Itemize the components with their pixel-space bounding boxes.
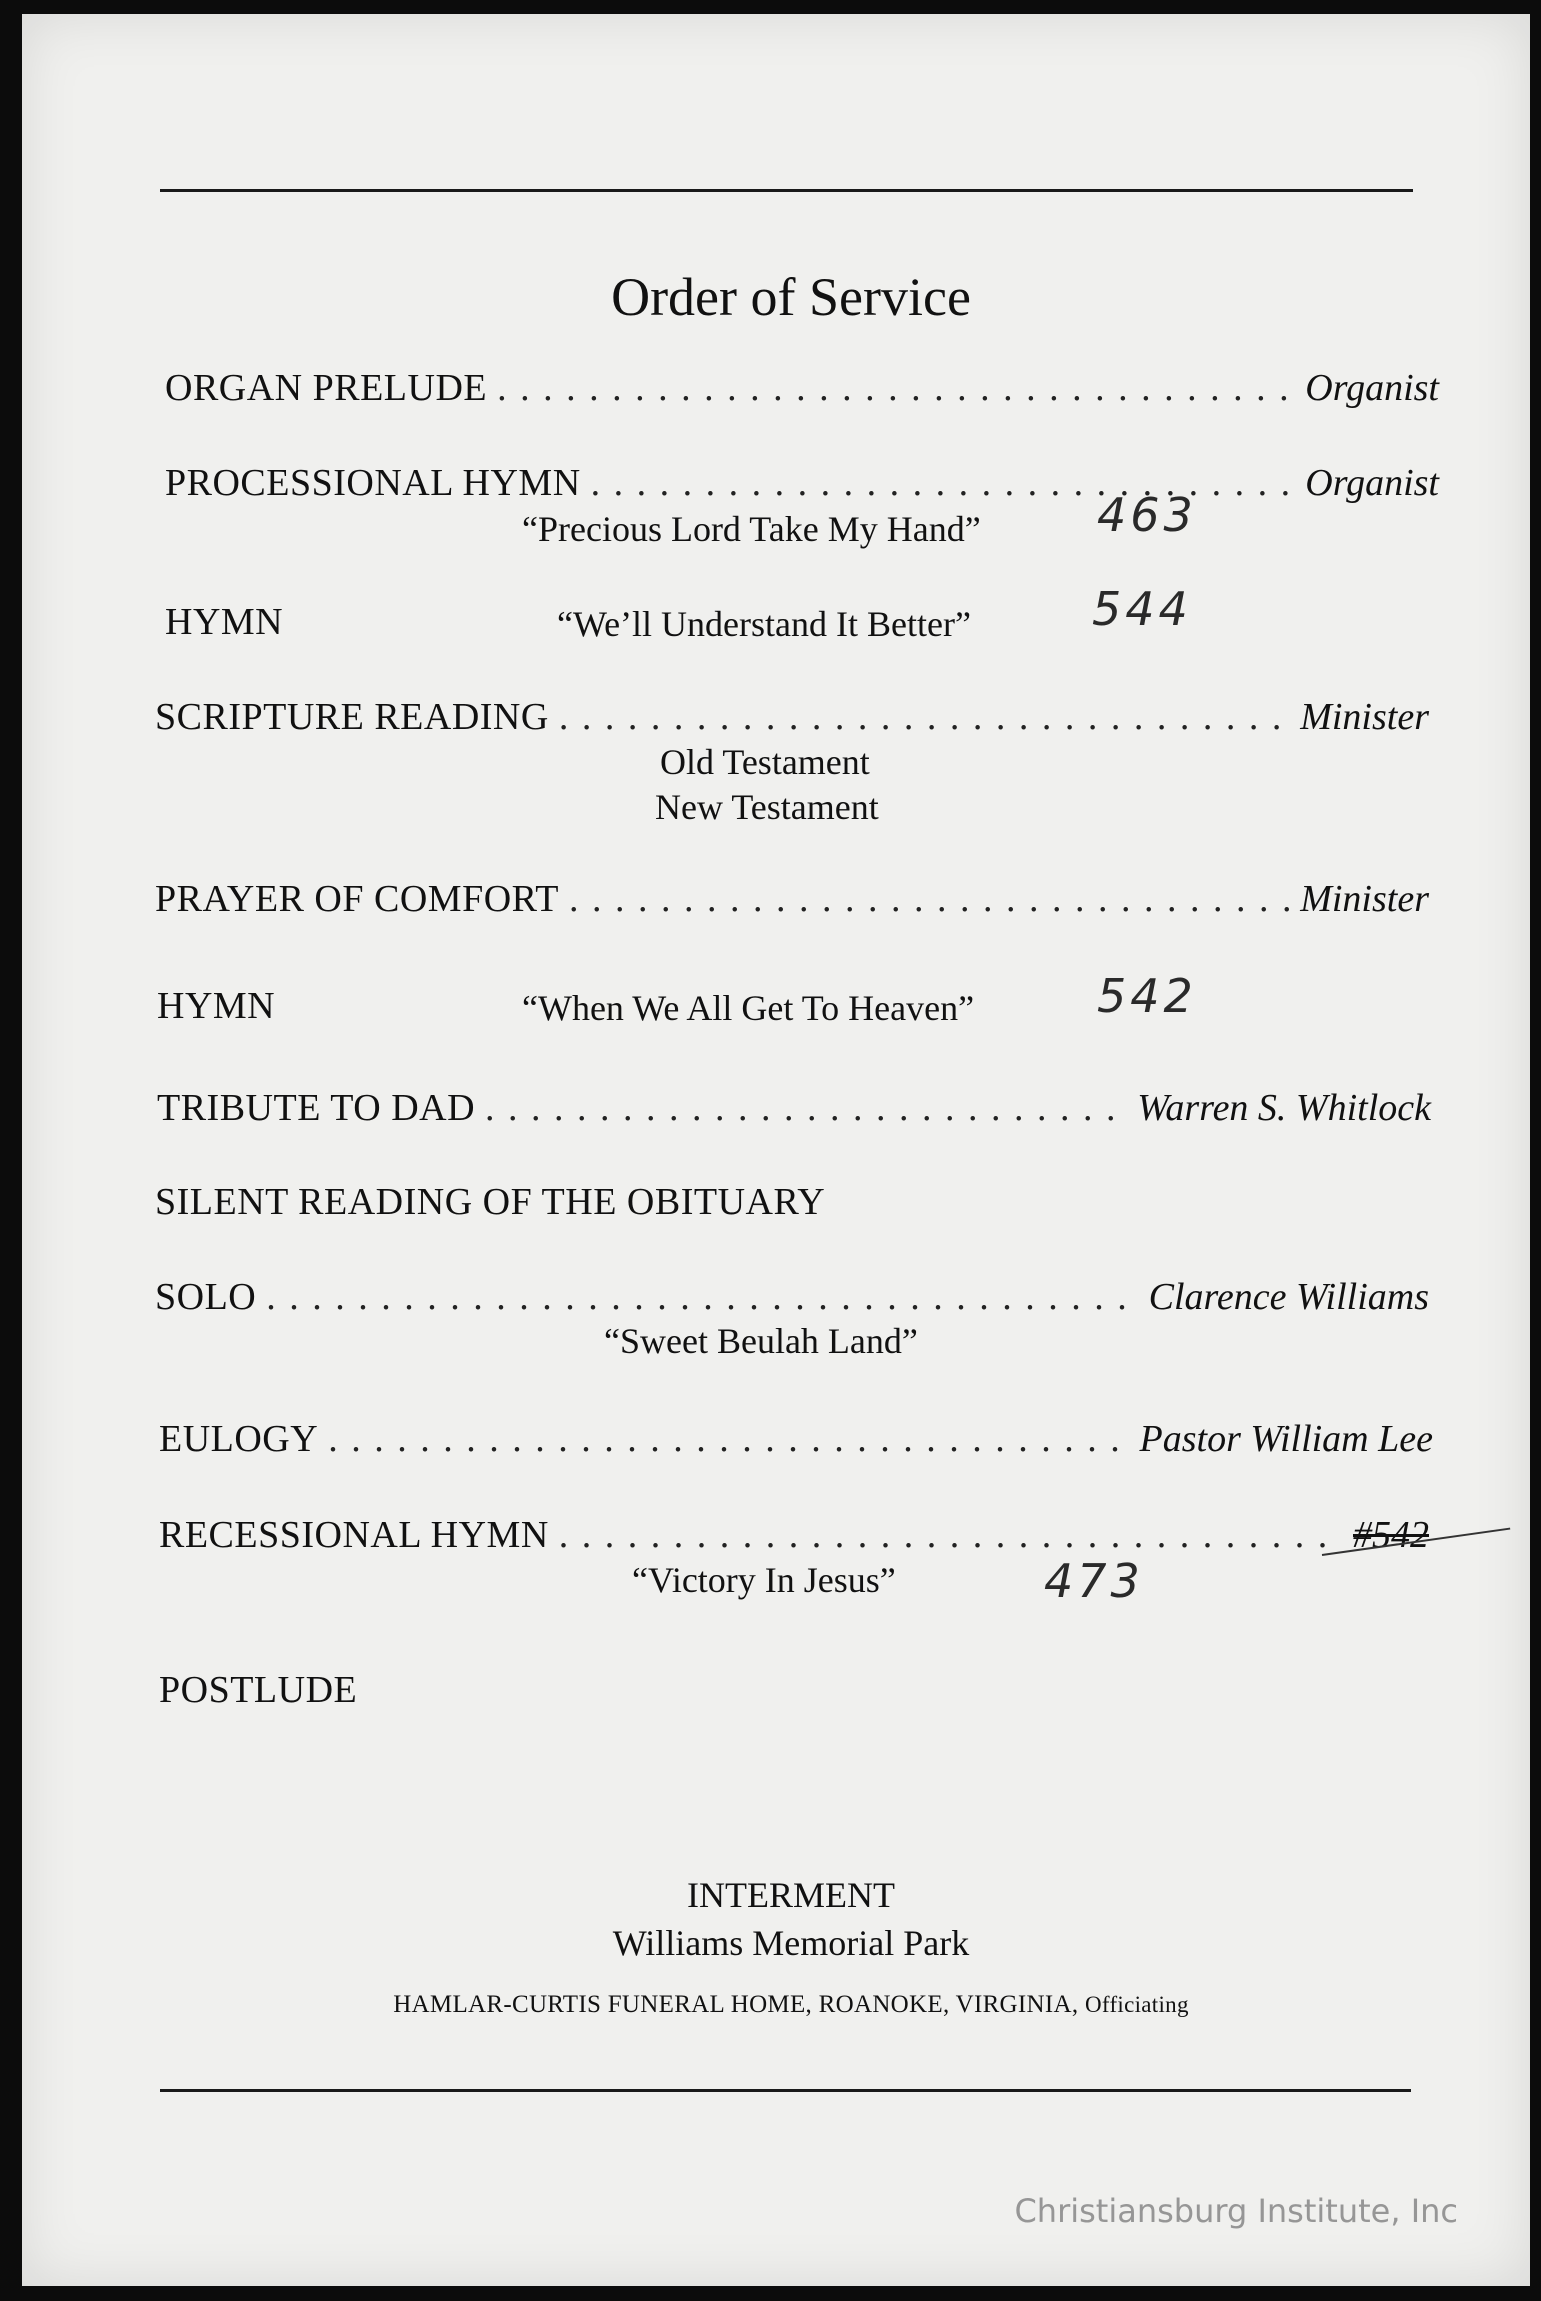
item-label: HYMN (165, 601, 284, 643)
item-organ-prelude (165, 366, 1439, 410)
leader-dots (485, 1086, 1127, 1130)
processional-song-title: “Precious Lord Take My Hand” (522, 509, 981, 549)
handwritten-hymn-number: 473 (1044, 1554, 1144, 1608)
item-postlude (159, 1668, 357, 1712)
item-tribute-to-dad (157, 1086, 1431, 1130)
item-label: ORGAN PRELUDE (165, 367, 488, 409)
interment-heading: INTERMENT (687, 1875, 895, 1915)
page-title: Order of Service (611, 267, 971, 327)
leader-dots (559, 1513, 1343, 1557)
leader-dots (569, 877, 1290, 921)
item-eulogy (159, 1417, 1433, 1461)
item-hymn-1 (165, 600, 283, 644)
solo-song-title: “Sweet Beulah Land” (604, 1321, 918, 1361)
handwritten-hymn-number: 542 (1097, 969, 1197, 1023)
item-label: TRIBUTE TO DAD (157, 1087, 476, 1129)
hymn-2-song-title: “When We All Get To Heaven” (522, 988, 975, 1028)
struck-hymn-number: #542 (1353, 1514, 1429, 1556)
handwritten-hymn-number: 463 (1097, 488, 1197, 542)
item-performer: Pastor William Lee (1139, 1418, 1433, 1460)
top-rule (160, 189, 1413, 192)
interment-place: Williams Memorial Park (612, 1923, 970, 1963)
item-recessional-hymn (159, 1513, 1429, 1557)
item-performer: Organist (1305, 367, 1439, 409)
item-solo (155, 1275, 1429, 1319)
leader-dots (559, 695, 1290, 739)
item-label: POSTLUDE (159, 1669, 358, 1711)
scripture-old-testament: Old Testament (660, 742, 870, 782)
item-performer: Organist (1305, 462, 1439, 504)
item-label: SILENT READING OF THE OBITUARY (155, 1181, 826, 1223)
item-label: RECESSIONAL HYMN (159, 1514, 549, 1556)
item-prayer-of-comfort (155, 877, 1429, 921)
item-performer: Minister (1300, 696, 1429, 738)
item-label: SOLO (155, 1276, 257, 1318)
funeral-home-line (22, 1991, 1530, 2019)
watermark: Christiansburg Institute, Inc (1014, 2192, 1458, 2230)
item-label: EULOGY (159, 1418, 319, 1460)
item-performer: Warren S. Whitlock (1137, 1087, 1431, 1129)
item-label: SCRIPTURE READING (155, 696, 549, 738)
bottom-rule (160, 2089, 1411, 2092)
leader-dots (328, 1417, 1129, 1461)
officiating-label: Officiating (1084, 1992, 1189, 2017)
funeral-home-name: HAMLAR-CURTIS FUNERAL HOME, ROANOKE, VIRGINIA, (393, 1991, 1079, 2018)
item-label: PROCESSIONAL HYMN (165, 462, 581, 504)
item-scripture-reading (155, 695, 1429, 739)
item-performer: Minister (1300, 878, 1429, 920)
program-page (22, 14, 1530, 2286)
leader-dots (497, 366, 1295, 410)
item-label: PRAYER OF COMFORT (155, 878, 559, 920)
item-processional-hymn (165, 461, 1439, 505)
item-performer: Clarence Williams (1148, 1276, 1429, 1318)
item-hymn-2 (157, 984, 275, 1028)
item-label: HYMN (157, 985, 276, 1027)
scripture-new-testament: New Testament (655, 787, 879, 827)
item-silent-reading (155, 1180, 825, 1224)
leader-dots (266, 1275, 1138, 1319)
handwritten-hymn-number: 544 (1092, 582, 1192, 636)
recessional-song-title: “Victory In Jesus” (632, 1560, 896, 1600)
hymn-1-song-title: “We’ll Understand It Better” (557, 604, 971, 644)
